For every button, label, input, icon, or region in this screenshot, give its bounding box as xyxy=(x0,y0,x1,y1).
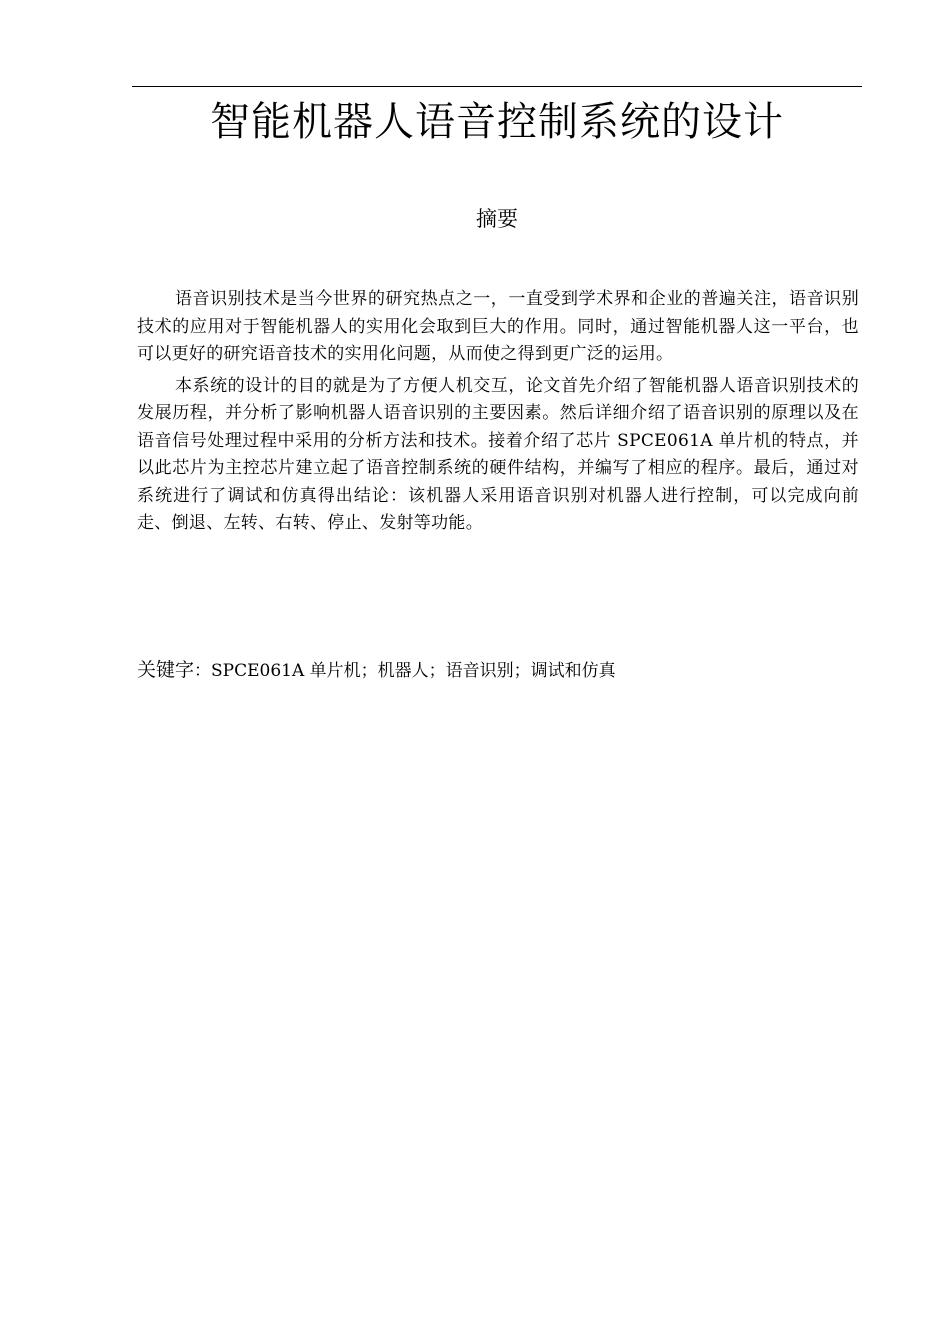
abstract-paragraph-1: 语音识别技术是当今世界的研究热点之一，一直受到学术界和企业的普遍关注，语音识别技术的应用对于智能机器人的实用化会取到巨大的作用。同时，通过智能机器人这一平台，也可以更好的研究语音技术的实用化问题，从而使之得到更广泛的运用。 xyxy=(137,289,859,364)
header-rule xyxy=(132,86,862,87)
keywords-label: 关键字 xyxy=(137,659,195,681)
abstract-body xyxy=(137,286,859,542)
keywords-line xyxy=(137,655,859,686)
document-title: 智能机器人语音控制系统的设计 xyxy=(210,99,784,145)
keywords-text: SPCE061A 单片机；机器人；语音识别；调试和仿真 xyxy=(211,661,616,681)
abstract-heading: 摘要 xyxy=(476,207,518,231)
abstract-paragraph-2: 本系统的设计的目的就是为了方便人机交互，论文首先介绍了智能机器人语音识别技术的发展历程，并分析了影响机器人语音识别的主要因素。然后详细介绍了语音识别的原理以及在语音信号处理过程中采用的分析方法和技术。接着介绍了芯片 SPCE061A 单片机的特点，并以此芯片为主控芯片建立起了语音控制系统的硬件结构，并编写了相应的程序。最后，通过对系统进行了调试和仿真得出结论：该机器人采用语音识别对机器人进行控制，可以完成向前走、倒退、左转、右转、停止、发射等功能。 xyxy=(137,375,859,533)
keywords-separator: ： xyxy=(194,661,212,681)
